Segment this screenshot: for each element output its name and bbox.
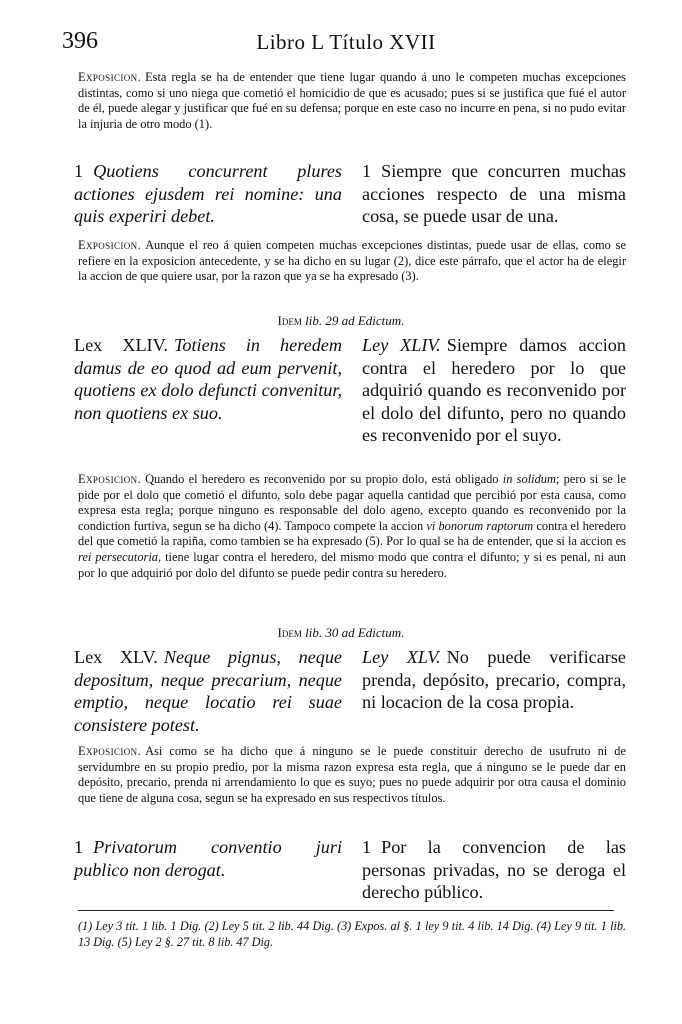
spanish-paragraph-2 [362,836,626,904]
latin-phrase: vi bonorum raptorum [426,518,534,533]
exposicion-text: Esta regla se ha de entender que tiene lugar quando á uno le competen muchas excepciones distintas, como si uno niega que cometió el homicidio de que es acusado; pues si se justifica que fué el autor de él, puede alegar y justificar que fué en su defensa; porque en este caso no incurre en pena, si no pudo evitar la injuria de otro modo (1). [78,70,626,131]
exposicion-paragraph-2 [78,238,626,285]
latin-text: Quotiens concurrent plures actiones ejusdem rei nomine: una quis experiri debet. [74,161,342,227]
lex-44-latin [74,334,342,424]
exposicion-text: Quando el heredero es reconvenido por su propio dolo, está obligado [145,472,499,486]
exposicion-label: Exposicion. [78,238,142,252]
paragraph-number: 1 [362,837,372,857]
page-number: 396 [62,28,98,54]
exposicion-paragraph-4 [78,744,626,806]
exposicion-paragraph-1 [78,70,626,132]
spanish-text: Siempre damos accion contra el heredero por lo que adquirió quando es reconvenido por el dolo del difunto, pero no quando es reconvenido por el suyo. [362,335,626,446]
exposicion-text: contra el heredero del que cometió la rapiña, como tambien se ha expresado (5). Por lo qual se ha de entender, que si la accion es [78,518,626,549]
ley-heading: Ley XLV. [362,647,441,667]
latin-phrase: in solidum [502,472,556,486]
source-citation-2 [0,625,682,641]
spanish-text: No puede verificarse prenda, depósito, precario, compra, ni locacion de la cosa propia. [362,647,626,713]
exposicion-text: Aunque el reo á quien competen muchas excepciones distintas, puede usar de ellas, como se refiere en la exposicion antecedente, y se ha dicho en su lugar (2), dice este párrafo, que el actor ha de elegir la accion de que quiere usar, por la razon que ya se ha expresado (3). [78,238,626,284]
exposicion-text: , tiene lugar contra el heredero, del mismo modo que contra el difunto; y si es penal, ni aun por lo que adquirió por dolo del difunto se puede pedir contra su heredero. [78,549,626,580]
lex-heading: Lex XLV. [74,647,158,667]
exposicion-text: ; pero si se le pide por el dolo que cometió el difunto, solo debe pagar aquella cantidad que percibió por esta causa, como expresa esta regla; porque ninguno es responsable del dolo ageno, excepto quando es reconvenido por la condiction furtiva, segun se ha dicho (4). Tampoco compete la accion [78,472,626,533]
exposicion-paragraph-3 [78,472,626,581]
exposicion-label: Exposicion. [78,70,142,84]
ley-heading: Ley XLIV. [362,335,441,355]
spanish-text: Por la convencion de las personas privadas, no se deroga el derecho público. [362,837,626,903]
spanish-text: Siempre que concurren muchas acciones respecto de una misma cosa, se puede usar de una. [362,161,626,227]
paragraph-number: 1 [362,161,372,181]
latin-text: Privatorum conventio juri publico non derogat. [74,837,342,880]
exposicion-label: Exposicion. [78,744,142,758]
ley-44-spanish [362,334,626,447]
latin-paragraph-1 [74,160,342,228]
lex-heading: Lex XLIV. [74,335,168,355]
citation-text: lib. 30 ad Edictum. [305,625,405,640]
spanish-paragraph-1 [362,160,626,228]
footnote-divider [78,910,614,911]
latin-paragraph-2 [74,836,342,881]
paragraph-number: 1 [74,837,84,857]
ley-45-spanish [362,646,626,714]
lex-45-latin [74,646,342,736]
page-header [62,28,630,58]
latin-text: Totiens in heredem damus de eo quod ad eum pervenit, quotiens ex dolo defuncti convenitur, non quotiens ex suo. [74,335,342,423]
exposicion-text: Asi como se ha dicho que á ninguno se le puede constituir derecho de usufruto ni de servidumbre en su propio predio, por la misma razon expresa esta regla, que á ninguno se le puede dar en depósito, precario, prenda ni arrendamiento lo que es suyo; pues no puede adquirir por otra causa el dominio que tiene de alguna cosa, segun se ha expresado en sus respectivos títulos. [78,744,626,805]
idem-label: Idem [277,313,302,328]
exposicion-label: Exposicion. [78,472,142,486]
paragraph-number: 1 [74,161,84,181]
idem-label: Idem [277,625,302,640]
source-citation-1 [0,313,682,329]
citation-text: lib. 29 ad Edictum. [305,313,405,328]
running-title: Libro L Título XVII [256,30,436,54]
footnotes: (1) Ley 3 tit. 1 lib. 1 Dig. (2) Ley 5 tit. 2 lib. 44 Dig. (3) Expos. al §. 1 ley 9 tit. 4 lib. 14 Dig. (4) Ley 9 tit. 1 lib. 13 Dig. (5) Ley 2 §. 27 tit. 8 lib. 47 Dig. [78,919,626,950]
latin-text: Neque pignus, neque depositum, neque precarium, neque emptio, neque locatio rei suae consistere potest. [74,647,342,735]
latin-phrase: rei persecutoria [78,549,158,564]
